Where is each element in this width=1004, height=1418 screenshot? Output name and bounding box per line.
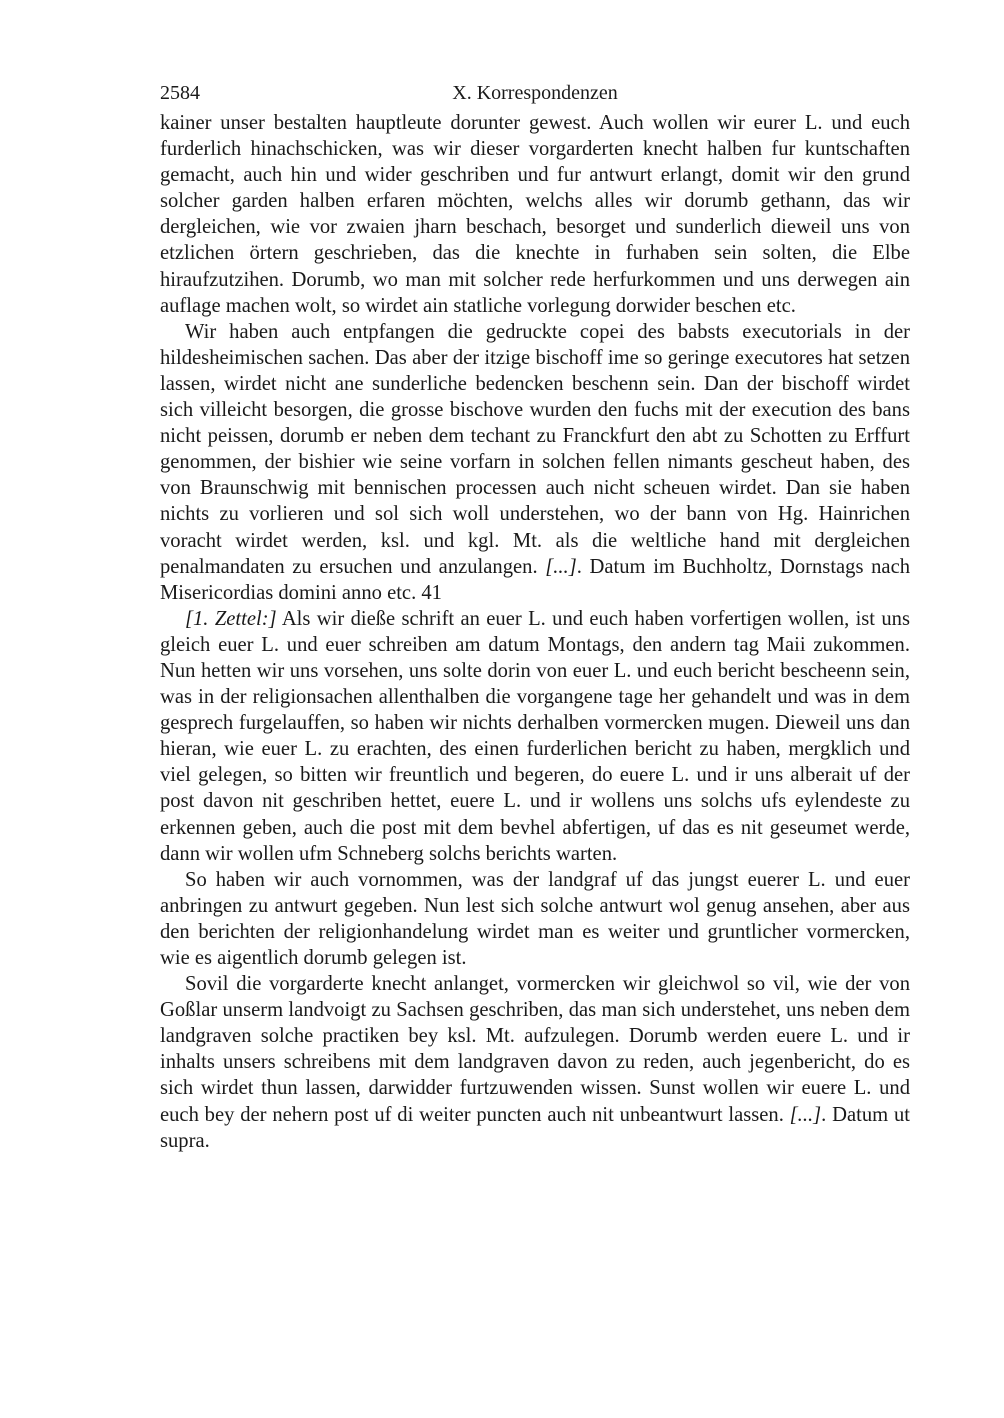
paragraph-2-text: Wir haben auch entpfangen die gedruckte copei des babsts executorials in der hildesheimischen sachen. Das aber der itzige bischoff ime so geringe executores hat setzen lassen, wirdet nicht ane sunderliche bedencken beschenn sein. Dan der bischoff wirdet sich villeicht besorgen, die grosse bischove wurden den fuchs mit der execution des bans nicht peissen, dorumb er neben dem techant zu Franckfurt den abt zu Schotten zu Erffurt genommen, der bishier wie seine vorfarn in solchen fellen nimants gescheut haben, des von Braunschwig mit bennischen processen auch nicht scheuen wirdet. Dan sie haben nichts zu vorlieren und sol sich woll understehen, wo der bann von Hg. Hainrichen voracht wirdet werden, ksl. und kgl. Mt. als die weltliche hand mit dergleichen penalmandaten zu ersuchen und anzulangen. bbox=[160, 320, 910, 578]
paragraph-4 bbox=[160, 867, 910, 971]
paragraph-4-text: So haben wir auch vornommen, was der landgraf uf das jungst euerer L. und euer anbringen zu antwurt gegeben. Nun lest sich solche antwurt wol genug ansehen, aber aus den berichten der religionhandelung wirdet man es weiter und gruntlicher vormercken, wie es aigentlich dorumb gelegen ist. bbox=[160, 868, 910, 969]
paragraph-1 bbox=[160, 110, 910, 319]
page-number: 2584 bbox=[160, 82, 200, 104]
omission-mark: [...] bbox=[545, 555, 577, 578]
running-head bbox=[160, 76, 910, 110]
paragraph-2-closing: . Datum im Buchholtz, Dornstags nach Misericordias domini anno etc. 41 bbox=[160, 555, 911, 604]
paragraph-3-text: Als wir dieße schrift an euer L. und euch haben vorfertigen wollen, ist uns gleich euer L. und euer schreiben am datum Montags, den andern tag Maii zukommen. Nun hetten wir uns vorsehen, uns solte dorin von euer L. und euch bericht bescheenn sein, was in der religionsachen allenthalben die vorgangene tage her gehandelt und was in dem gesprech furgelauffen, so haben wir nichts derhalben vormercken mugen. Dieweil uns dan hieran, wie euer L. zu erachten, des einen furderlichen bericht zu haben, mergklich und viel gelegen, so bitten wir freuntlich und begeren, do euere L. und ir uns alberait uf der post davon nit geschriben hettet, euere L. und ir wollens uns solchs ufs eylendeste zu erkennen geben, auch die post mit dem bevhel abfertigen, uf das es nit geseumet werde, dann wir wollen ufm Schneberg solchs berichts warten. bbox=[160, 607, 910, 865]
paragraph-3 bbox=[160, 606, 910, 867]
paragraph-5-text: Sovil die vorgarderte knecht anlanget, vormercken wir gleichwol so vil, wie der von Goßlar unserm landvoigt zu Sachsen geschriben, das man sich understehet, uns neben dem landgraven solche practiken bey ksl. Mt. aufzulegen. Dorumb werden euere L. und ir inhalts unsers schreibens mit dem landgraven davon zu reden, auch jegenbericht, do es sich wirdet thun lassen, darwidder furtzuwenden wissen. Sunst wollen wir euere L. und euch bey der nehern post uf di weiter puncten auch nit unbeantwurt lassen. bbox=[160, 973, 910, 1126]
paragraph-5 bbox=[160, 971, 910, 1154]
paragraph-2 bbox=[160, 319, 910, 606]
paragraph-1-text: kainer unser bestalten hauptleute dorunter gewest. Auch wollen wir eurer L. und euch furderlich hinachschicken, was wir dieser vorgarderten knecht halben fur kuntschaften gemacht, auch hin und wider geschriben und fur antwurt erlangt, domit wir den grund solcher garden halben erfaren möchten, welchs alles wir dorumb gethann, das wir dergleichen, wie vor zwaien jharn beschach, besorget und sunderlich dieweil uns von etzlichen örtern geschrieben, das die knechte in furhaben sein solten, die Elbe hiraufzutzihen. Dorumb, wo man mit solcher rede herfurkommen und uns derwegen ain auflage machen wolt, so wirdet ain statliche vorlegung dorwider beschen etc. bbox=[160, 112, 910, 317]
body-text bbox=[160, 110, 910, 1154]
paragraph-5-closing: . Datum ut supra. bbox=[160, 1103, 910, 1152]
zettel-label: [1. Zettel:] bbox=[185, 607, 277, 630]
section-title: X. Korrespondenzen bbox=[452, 82, 618, 104]
omission-mark: [...] bbox=[789, 1103, 822, 1126]
document-page bbox=[160, 76, 910, 1154]
